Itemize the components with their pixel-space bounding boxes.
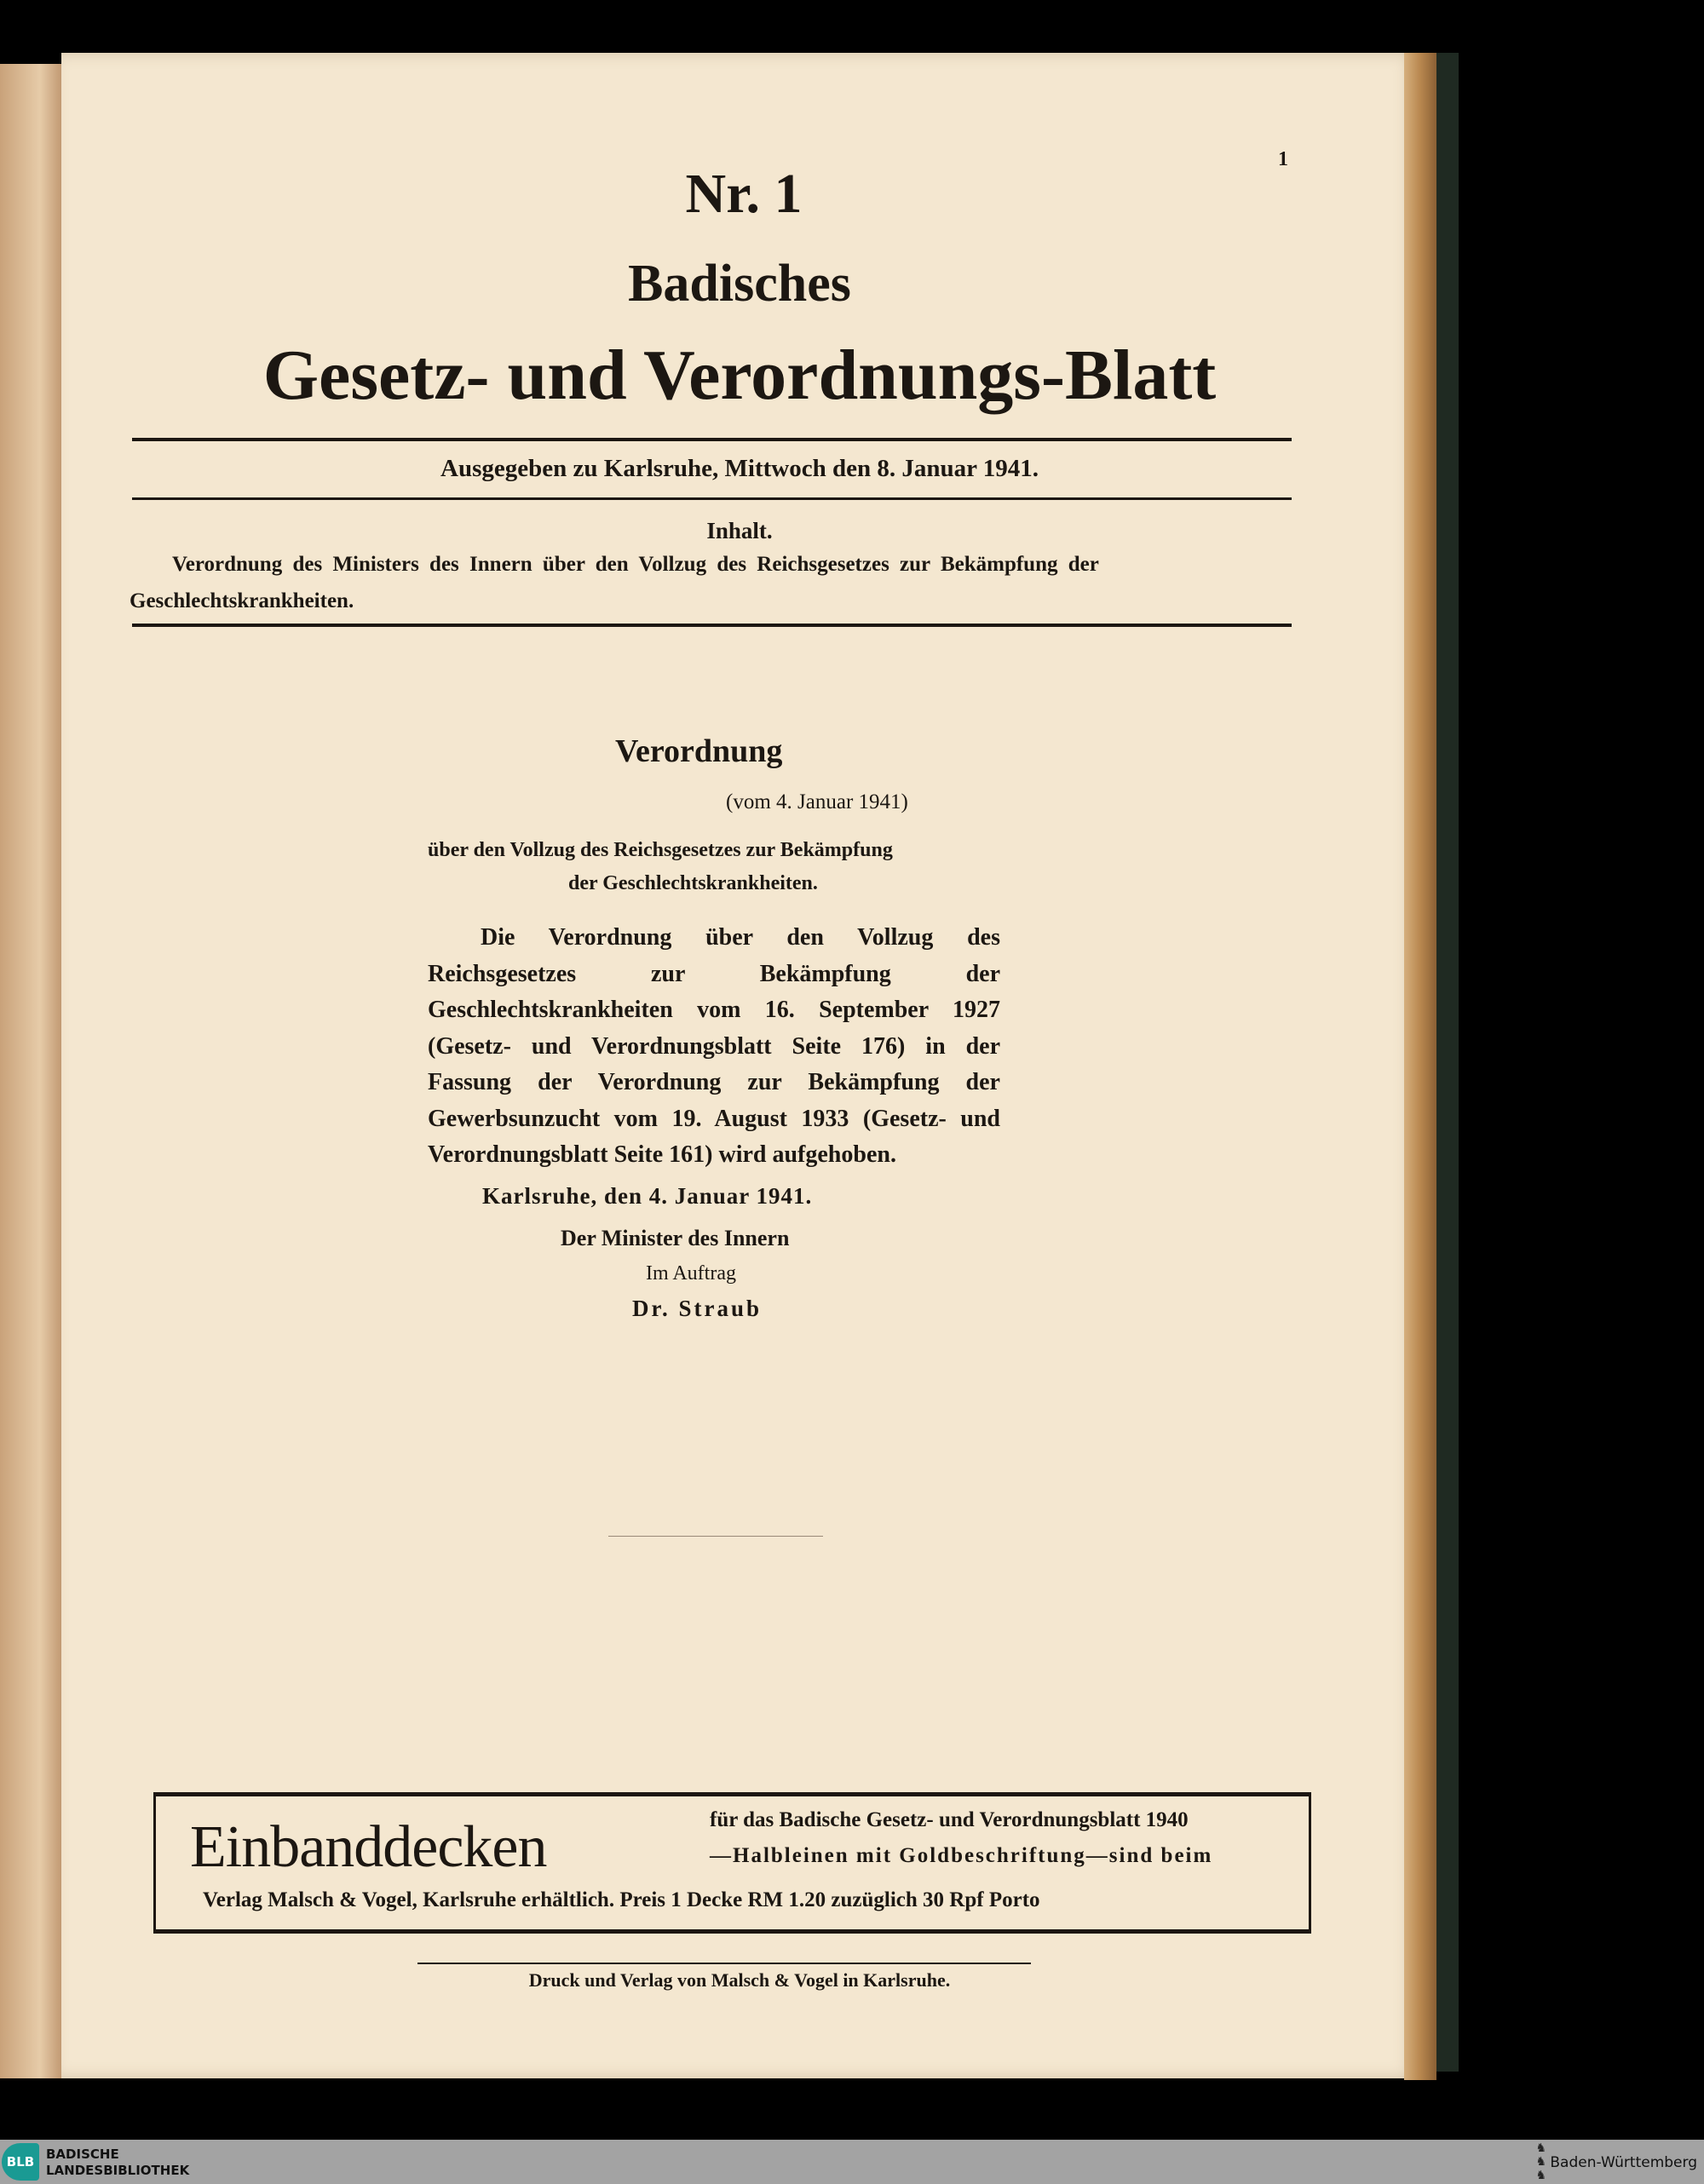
lions-icon: ♞ ♞ ♞ [1535,2141,1546,2182]
library-name-line1: BADISCHE [46,2147,119,2162]
signature-line1: Der Minister des Innern [561,1225,790,1250]
rule [132,438,1292,441]
title-line2: Gesetz- und Verordnungs-Blatt [262,336,1217,415]
signature-name: Dr. Straub [632,1295,763,1321]
imprint: Druck und Verlag von Malsch & Vogel in Karlsruhe. [528,1969,951,1991]
signature-line2: Im Auftrag [646,1262,736,1285]
issue-number: Nr. 1 [685,163,803,225]
state-logo[interactable]: Baden-Württemberg [1550,2154,1697,2171]
separator [608,1536,823,1537]
advert-big: Einbanddecken [190,1814,547,1880]
advert-box [153,1792,1311,1934]
decree-heading: Verordnung [615,733,783,769]
page-edges [1404,53,1436,2080]
library-name [46,2147,189,2179]
contents-line2: Geschlechtskrankheiten. [130,589,354,612]
rule [132,624,1292,627]
footer-bar [0,2140,1704,2184]
decree-subject2: der Geschlechtskrankheiten. [568,872,818,894]
title-line1: Badisches [628,255,851,313]
book-binding [0,64,66,2078]
contents-line1: Verordnung des Ministers des Innern über den Vollzug des Reichsgesetzes zur Bekämpfung der [172,553,1099,576]
rule [132,497,1292,500]
library-name-line2: LANDESBIBLIOTHEK [46,2163,190,2178]
imprint-rule [417,1963,1031,1964]
advert-line2: —Halbleinen mit Goldbeschriftung—sind beim [710,1844,1213,1867]
issued-line: Ausgegeben zu Karlsruhe, Mittwoch den 8. Januar 1941. [440,455,1039,482]
place-date: Karlsruhe, den 4. Januar 1941. [482,1182,813,1209]
decree-text-block [428,920,1000,1324]
decree-subject1: über den Vollzug des Reichsgesetzes zur Bekämpfung [428,839,893,861]
advert-line3: Verlag Malsch & Vogel, Karlsruhe erhältlich. Preis 1 Decke RM 1.20 zuzüglich 30 Rpf Porto [203,1888,1040,1911]
advert-line1: für das Badische Gesetz- und Verordnungsblatt 1940 [710,1808,1189,1831]
document-page [61,53,1418,2078]
contents-heading: Inhalt. [706,518,773,543]
decree-date: (vom 4. Januar 1941) [726,790,908,813]
blb-logo[interactable]: BLB [2,2143,39,2181]
decree-body: Die Verordnung über den Vollzug des Reichsgesetzes zur Bekämpfung der Geschlechtskrankheiten vom 16. September 1927 (Gesetz- und Verordnungsblatt Seite 176) in der Fassung der Verordnung zur Bekämpfung der Gewerbsunzucht vom 19. August 1933 (Gesetz- und Verordnungsblatt Seite 161) wird aufgehoben. [428,924,1000,1168]
page-number: 1 [1278,148,1288,170]
book-cover [1436,53,1459,2072]
